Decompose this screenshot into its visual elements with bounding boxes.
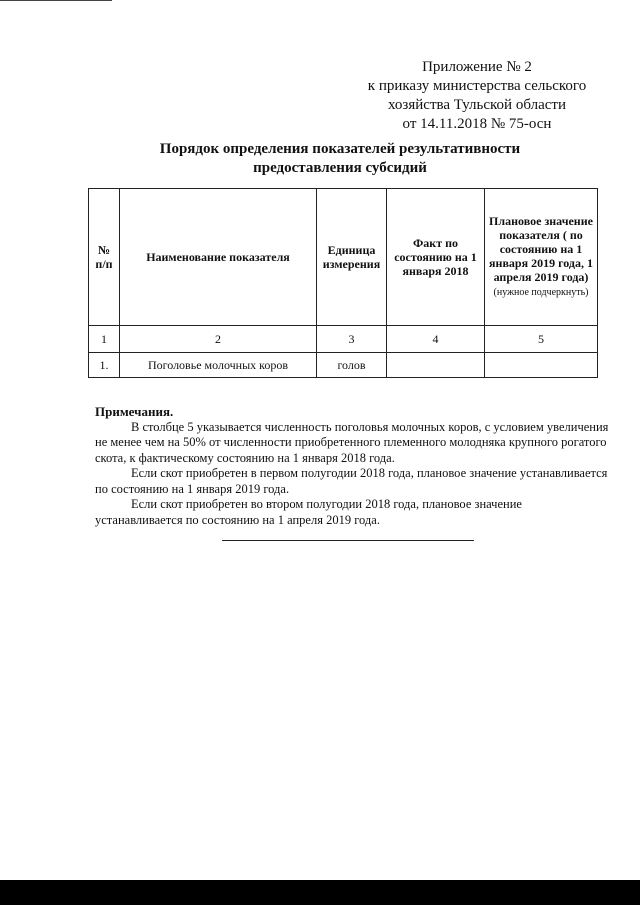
table-header-row — [89, 189, 598, 326]
column-number-row — [89, 326, 598, 353]
scan-border-bar — [0, 880, 640, 905]
document-title — [130, 140, 550, 178]
header-plan-text: Плановое значение показателя ( по состоянию на 1 января 2019 года, 1 апреля 2019 года) — [489, 214, 593, 284]
header-plan-note: (нужное подчеркнуть) — [493, 287, 589, 298]
row-unit: голов — [317, 353, 387, 378]
header-fact: Факт по состоянию на 1 января 2018 — [387, 189, 485, 326]
header-unit: Единица измерения — [317, 189, 387, 326]
appendix-number: Приложение № 2 — [422, 59, 532, 75]
notes-title: Примечания. — [95, 404, 174, 419]
column-number: 5 — [485, 326, 598, 353]
table-row — [89, 353, 598, 378]
note-paragraph: В столбце 5 указывается численность поголовья молочных коров, с условием увеличения не менее чем на 50% от численности приобретенного племенного молодняка крупного рогатого скота, к фактическому состоянию на 1 января 2018 года. — [95, 419, 609, 465]
notes-section — [95, 404, 610, 528]
appendix-order-date: от 14.11.2018 № 75-осн — [402, 116, 552, 132]
indicators-table — [88, 188, 598, 378]
column-number: 1 — [89, 326, 120, 353]
column-number: 3 — [317, 326, 387, 353]
appendix-header — [352, 58, 602, 134]
note-paragraph: Если скот приобретен в первом полугодии 2018 года, плановое значение устанавливается по состоянию на 1 января 2019 года. — [95, 466, 608, 496]
column-number: 2 — [120, 326, 317, 353]
appendix-order-line-1: к приказу министерства сельского — [367, 78, 587, 94]
row-fact — [387, 353, 485, 378]
appendix-order-line-2: хозяйства Тульской области — [388, 97, 566, 113]
header-plan — [485, 189, 598, 326]
header-name: Наименование показателя — [120, 189, 317, 326]
row-num: 1. — [89, 353, 120, 378]
row-indicator-name: Поголовье молочных коров — [120, 353, 317, 378]
header-num: № п/п — [89, 189, 120, 326]
closing-line — [222, 540, 474, 541]
title-line-2: предоставления субсидий — [253, 160, 427, 176]
title-line-1: Порядок определения показателей результативности — [159, 141, 521, 157]
row-plan — [485, 353, 598, 378]
note-paragraph: Если скот приобретен во втором полугодии 2018 года, плановое значение устанавливается по состоянию на 1 апреля 2019 года. — [95, 497, 522, 527]
scan-edge-mark — [0, 0, 112, 7]
column-number: 4 — [387, 326, 485, 353]
